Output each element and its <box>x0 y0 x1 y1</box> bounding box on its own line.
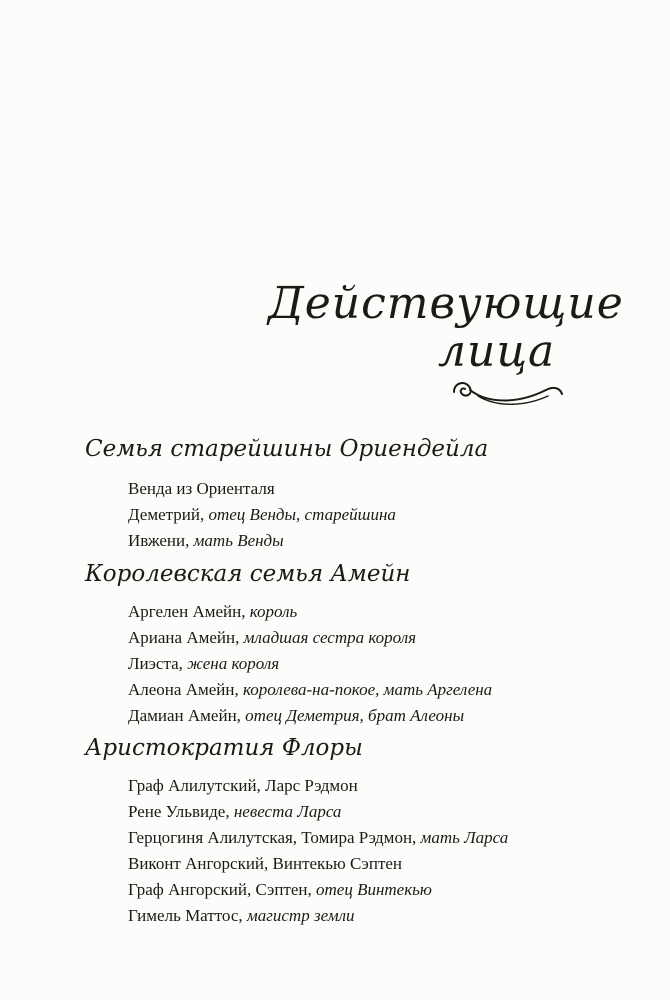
character-entry <box>128 707 464 724</box>
character-name: Аргелен Амейн, <box>128 602 250 621</box>
character-description: жена короля <box>187 654 280 673</box>
character-entry <box>128 855 402 872</box>
character-entry <box>128 829 508 846</box>
character-name: Ариана Амейн, <box>128 628 244 647</box>
character-name: Гимель Маттос, <box>128 906 247 925</box>
character-name: Лиэста, <box>128 654 188 673</box>
character-description: мать Ларса <box>420 828 509 847</box>
character-description: мать Венды <box>193 531 284 550</box>
character-name: Граф Алилутский, Ларс Рэдмон <box>128 776 358 795</box>
character-name: Граф Ангорский, Сэптен, <box>128 880 317 899</box>
swirl-ornament-icon <box>448 370 568 410</box>
character-name: Ивжени, <box>128 531 194 550</box>
section-heading: Семья старейшины Ориендейла <box>85 436 489 462</box>
character-entry <box>128 803 341 820</box>
page-title <box>258 278 624 412</box>
character-entry <box>128 777 358 794</box>
character-description: младшая сестра короля <box>243 628 417 647</box>
section-heading: Королевская семья Амейн <box>85 561 411 587</box>
character-name: Деметрий, <box>128 505 209 524</box>
character-name: Виконт Ангорский, Винтекью Сэптен <box>128 854 403 873</box>
character-name: Венда из Ориенталя <box>128 479 275 498</box>
character-name: Герцогиня Алилутская, Томира Рэдмон, <box>128 828 421 847</box>
page-title-line-1: Действующие <box>268 278 624 329</box>
character-description: отец Деметрия, брат Алеоны <box>245 706 465 725</box>
character-name: Рене Ульвиде, <box>128 802 234 821</box>
character-description: невеста Ларса <box>233 802 342 821</box>
character-entry <box>128 907 354 924</box>
character-description: отец Венды, старейшина <box>208 505 396 524</box>
character-entry <box>128 681 492 698</box>
character-entry <box>128 480 275 497</box>
character-description: отец Винтекью <box>316 880 432 899</box>
character-entry <box>128 629 416 646</box>
character-name: Алеона Амейн, <box>128 680 243 699</box>
character-description: королева-на-покое, мать Аргелена <box>242 680 493 699</box>
character-entry <box>128 603 297 620</box>
character-entry <box>128 506 396 523</box>
character-entry <box>128 532 284 549</box>
character-description: магистр земли <box>246 906 355 925</box>
page-title-line-2: лица <box>438 326 556 377</box>
character-name: Дамиан Амейн, <box>128 706 246 725</box>
section-heading: Аристократия Флоры <box>85 735 363 761</box>
character-entry <box>128 881 432 898</box>
character-description: король <box>249 602 298 621</box>
character-entry <box>128 655 279 672</box>
